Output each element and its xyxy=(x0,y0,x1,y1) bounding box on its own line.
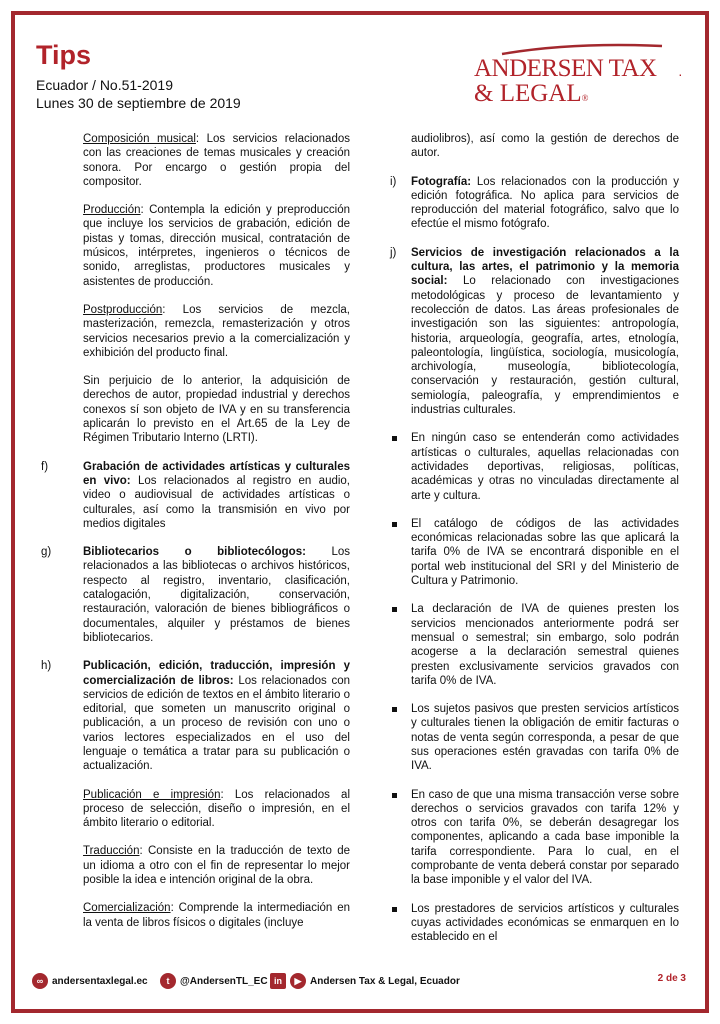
bullet-item: La declaración de IVA de quienes presten los servicios mencionados anteriormente podrá ser mensual o semestral; sin embargo, solo podrán acogerse a la declaración semestral quienes presten exclusivamente servicios gravados con tarifa 0% de IVA. xyxy=(390,602,679,688)
list-item-h: h) Publicación, edición, traducción, impresión y comercialización de libros: Los relacionados con servicios de edición de textos en el ámbito literario o editorial, que someten un manuscrito original o publicación, a un proceso de revisión con uno o varios lectores especializados en el uso del lenguaje o temática a tratar para su publicación o actualización. Publicación e impresión: Los relacionados al proceso de selección, diseño o impresión, en el ámbito literario o editorial. Traducción: Consiste en la traducción de texto de un idioma a otro con el fin de representar lo mejor posible la idea e intención original de la obra. Comercialización: Comprende la intermediación en la venta de libros físicos o digitales (incluye xyxy=(41,660,351,929)
paragraph-postproduccion: Postproducción: Los servicios de mezcla, masterización, remezcla, remasterización y otros servicios necesarios previo a la comercialización y exhibición del producto final. xyxy=(83,303,350,359)
bullet-item: Los sujetos pasivos que presten servicios artísticos y culturales tienen la obligación de emitir facturas o notas de venta según corresponda, a pesar de que sus operaciones estén gravadas con tarifa 0% de IVA. xyxy=(390,702,679,773)
bullet-icon xyxy=(392,707,397,712)
paragraph-publicacion: Publicación e impresión: Los relacionados al proceso de selección, diseño o impresión, en el ámbito literario o editorial. xyxy=(83,788,351,830)
logo-text-line1: ANDERSEN TAX xyxy=(474,55,657,82)
list-marker: g) xyxy=(41,546,52,559)
footer xyxy=(32,968,692,994)
list-item-i: i) Fotografía: Los relacionados con la producción y edición fotográfica. No aplica para servicios de reproducción del material fotográfico, salvo que lo efectúe el mismo fotógrafo. xyxy=(390,175,679,231)
right-column xyxy=(390,132,679,959)
twitter-icon: t xyxy=(160,973,176,989)
bullet-item: En ningún caso se entenderán como actividades artísticas o culturales, aquellas relacionadas con actividades deportivas, religiosas, políticas, académicas y otras no vinculadas directamente al arte y cultura. xyxy=(390,431,679,502)
issue-date: Lunes 30 de septiembre de 2019 xyxy=(36,95,241,111)
list-marker: i) xyxy=(390,175,397,188)
list-marker: f) xyxy=(41,460,49,473)
linkedin-icon: in xyxy=(270,973,286,989)
footer-twitter[interactable]: t @AndersenTL_EC xyxy=(160,973,268,989)
bullet-icon xyxy=(392,522,397,527)
bullet-item: El catálogo de códigos de las actividades económicas relacionadas sobre las que aplicará la tarifa 0% de IVA se encontrará disponible en el portal web institucional del SRI y del Ministerio de Cultura y Patrimonio. xyxy=(390,517,679,588)
page-number: 2 de 3 xyxy=(657,973,686,984)
list-marker: h) xyxy=(41,660,52,673)
footer-social-company[interactable]: in ▶ Andersen Tax & Legal, Ecuador xyxy=(270,973,460,989)
youtube-icon: ▶ xyxy=(290,973,306,989)
bullet-item: En caso de que una misma transacción verse sobre derechos o servicios gravados con tarifa 12% y otros con tarifa 0%, se deberán desagregar los componentes, aplicando a cada base imponible la tarifa correspondiente. Para lo cual, en el comprobante de venta deberá constar por separado la base imponible y el valor del IVA. xyxy=(390,788,679,888)
issue-number: Ecuador / No.51-2019 xyxy=(36,77,173,93)
paragraph-composicion: Composición musical: Los servicios relacionados con las creaciones de temas musicales y creación sonora. Por encargo o gestión propia del compositor. xyxy=(83,133,350,188)
link-icon: ∞ xyxy=(32,973,48,989)
logo-text-line2: & LEGAL® xyxy=(474,80,589,107)
bullet-icon xyxy=(392,607,397,612)
paragraph-produccion: Producción: Contempla la edición y preproducción que incluye los servicios de grabación, edición de pistas y tomas, dirección musical, contratación de músicos, intérpretes, ingenieros o técnicos de sonido, arreglistas, productores musicales y asistentes de producción. xyxy=(83,204,350,288)
paragraph-comercializacion: Comercialización: Comprende la intermediación en la venta de libros físicos o digitales (incluye xyxy=(83,902,350,929)
paragraph-traduccion: Traducción: Consiste en la traducción de texto de un idioma a otro con el fin de representar lo mejor posible la idea e intención original de la obra. xyxy=(83,845,350,887)
bullet-icon xyxy=(392,436,397,441)
page-title: Tips xyxy=(36,40,92,70)
bullet-item: Los prestadores de servicios artísticos y culturales cuyas actividades económicas se enmarquen en lo establecido en el xyxy=(390,902,679,945)
bullet-icon xyxy=(392,907,397,912)
andersen-logo xyxy=(472,40,688,108)
list-item-f: f) Grabación de actividades artísticas y culturales en vivo: Los relacionados al registro en audio, video o audiovisual de actividades artísticas o culturales, así como la transmisión en vivo por medios digitales xyxy=(41,460,351,530)
left-column xyxy=(41,132,351,944)
list-item-g: g) Bibliotecarios o bibliotecólogos: Los relacionados a las bibliotecas o archivos históricos, respecto al registro, inventario, clasificación, catalogación, digitalización, conservación, restauración, valoración de bienes bibliográficos o documentales, alquiler y préstamos de bienes bibliotecarios. xyxy=(41,546,350,644)
paragraph-continuation: audiolibros), así como la gestión de derechos de autor. xyxy=(411,133,679,160)
paragraph-sin-perjuicio: Sin perjuicio de lo anterior, la adquisición de derechos de autor, propiedad industrial y derechos conexos sí son objeto de IVA y en su transferencia aplicarán lo previsto en el Art.65 de la Ley de Régimen Tributario Interno (LRTI). xyxy=(83,375,350,445)
footer-website[interactable]: ∞ andersentaxlegal.ec xyxy=(32,973,148,989)
bullet-icon xyxy=(392,793,397,798)
list-marker: j) xyxy=(390,246,397,259)
logo-mark: · xyxy=(678,66,683,82)
list-item-j: j) Servicios de investigación relacionados a la cultura, las artes, el patrimonio y la memoria social: Lo relacionado con investigaciones metodológicas y proceso de levantamiento y recolección de datos. Las áreas profesionales de investigación son las siguientes: antropología, historia, arqueología, geografía, artes, etnología, paleontología, lingüística, sociología, musicología, archivología, museología, bibliotecología, conservación y restauración, gestión cultural, semiología, paleografía, y emprendimientos e industrias culturales. xyxy=(390,246,679,417)
